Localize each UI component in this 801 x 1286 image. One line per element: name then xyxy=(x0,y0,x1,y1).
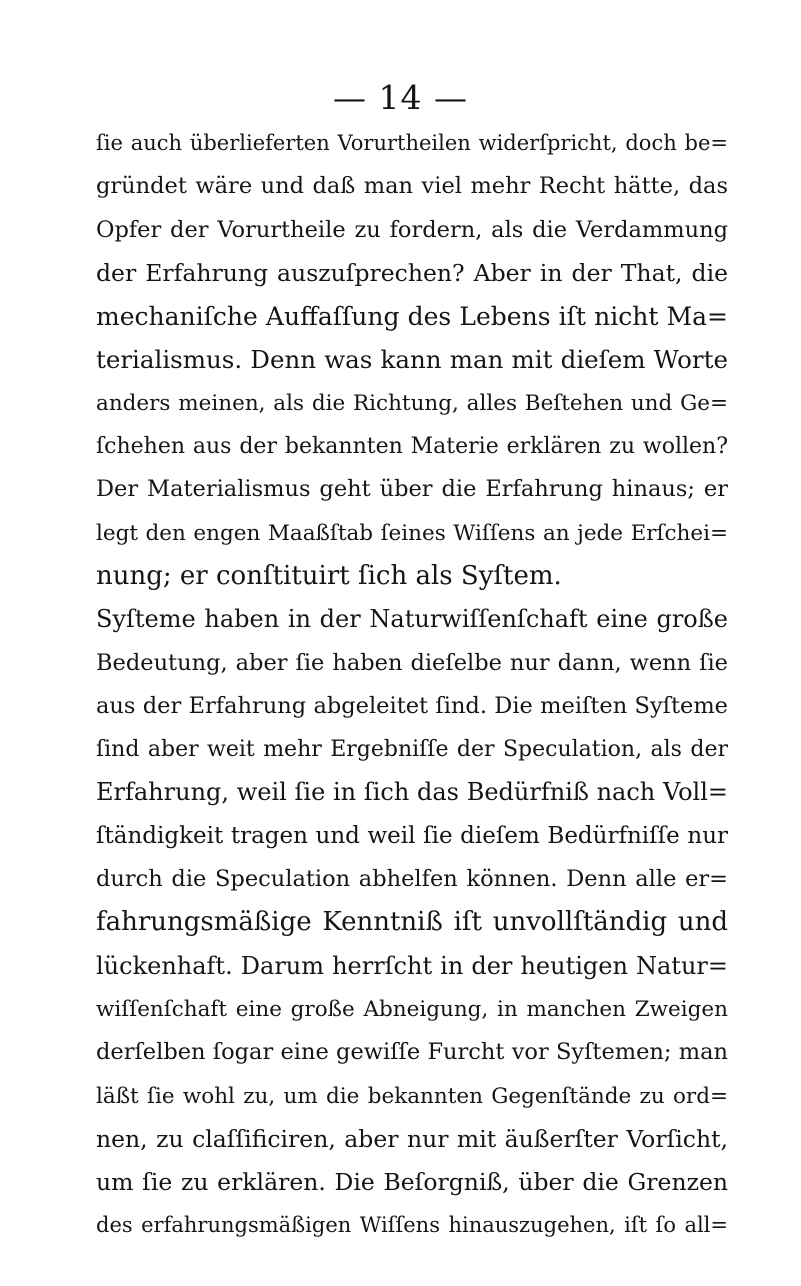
text-line: um ſie zu erklären. Die Beſorgniß, über die Grenzen xyxy=(96,1168,728,1197)
text-line: Erfahrung, weil ſie in ſich das Bedürfniß nach Voll= xyxy=(96,778,728,807)
text-line: terialismus. Denn was kann man mit dieſem Worte xyxy=(96,345,728,375)
text-line: ſind aber weit mehr Ergebniſſe der Speculation, als der xyxy=(96,737,728,763)
text-line: ſchehen aus der bekannten Materie erklären zu wollen? xyxy=(96,434,728,460)
text-line: durch die Speculation abhelfen können. Denn alle er= xyxy=(96,866,728,893)
text-line: wiſſenſchaft eine große Abneigung, in manchen Zweigen xyxy=(96,996,728,1022)
text-line: Bedeutung, aber ſie haben dieſelbe nur dann, wenn ſie xyxy=(96,649,728,676)
text-line: nung; er conſtituirt ſich als Syſtem. xyxy=(96,560,562,591)
text-line: legt den engen Maaßſtab ſeines Wiſſens an jede Erſchei= xyxy=(96,520,728,546)
text-line: gründet wäre und daß man viel mehr Recht hätte, das xyxy=(96,173,728,200)
text-line: lückenhaft. Darum herrſcht in der heutigen Natur= xyxy=(96,951,728,980)
text-line: Syſteme haben in der Naturwiſſenſchaft eine große xyxy=(96,605,728,634)
text-line: der Erfahrung auszuſprechen? Aber in der That, die xyxy=(96,258,728,287)
text-line: mechaniſche Auffaſſung des Lebens iſt nicht Ma= xyxy=(96,302,728,332)
text-line: nen, zu claſſificiren, aber nur mit äußerſter Vorſicht, xyxy=(96,1124,728,1153)
text-line: läßt ſie wohl zu, um die bekannten Gegenſtände zu ord= xyxy=(96,1083,728,1109)
body-text xyxy=(96,122,728,1248)
page-number: — 14 — xyxy=(333,78,468,117)
text-line: Opfer der Vorurtheile zu fordern, als die Verdammung xyxy=(96,216,728,243)
text-line: fahrungsmäßige Kenntniß iſt unvollſtändig und xyxy=(96,907,728,938)
text-line: derſelben ſogar eine gewiſſe Furcht vor Syſtemen; man xyxy=(96,1039,728,1066)
text-line: aus der Erfahrung abgeleitet ſind. Die meiſten Syſteme xyxy=(96,692,728,719)
text-line: des erfahrungsmäßigen Wiſſens hinauszugehen, iſt ſo all= xyxy=(96,1213,728,1238)
text-line: Der Materialismus geht über die Erfahrung hinaus; er xyxy=(96,476,728,503)
text-line: ſtändigkeit tragen und weil ſie dieſem Bedürfniſſe nur xyxy=(96,822,728,849)
text-line: anders meinen, als die Richtung, alles Beſtehen und Ge= xyxy=(96,390,728,416)
text-line: ſie auch überlieferten Vorurtheilen widerſpricht, doch be= xyxy=(96,131,728,155)
